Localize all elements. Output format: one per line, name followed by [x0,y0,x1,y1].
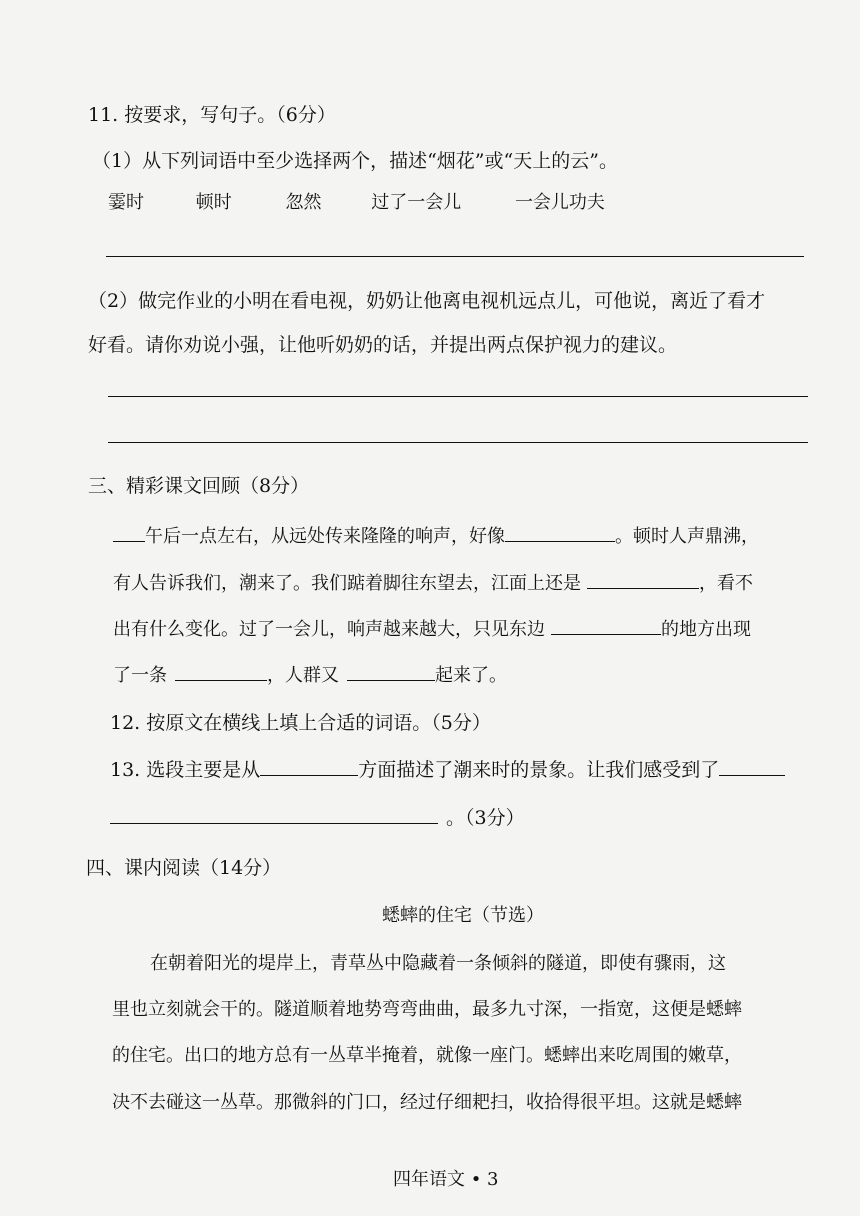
q13-line2 [110,803,525,830]
fill-blank[interactable] [551,614,661,635]
word-item: 一会儿功夫 [514,192,605,213]
reading-line: 的住宅。出口的地方总有一丛草半掩着，就像一座门。蟋蟀出来吃周围的嫩草， [112,1045,742,1066]
answer-line[interactable] [106,256,804,257]
question-text: 13. 选段主要是从 [110,759,261,781]
question-text: 。（3分） [446,807,525,829]
word-item: 顿时 [195,192,232,213]
answer-line[interactable] [108,396,808,397]
passage-text: ，人群又 [267,665,339,686]
fill-blank[interactable] [347,660,435,681]
word-item: 忽然 [285,192,322,213]
q13-line1 [110,755,785,782]
passage-line [113,614,751,641]
passage-text: 有人告诉我们，潮来了。我们踮着脚往东望去，江面上还是 [113,573,581,594]
reading-title: 蟋蟀的住宅（节选） [382,905,544,926]
fill-blank[interactable] [260,755,358,776]
question-text: 方面描述了潮来时的景象。让我们感受到了 [358,759,720,781]
word-item: 过了一会儿 [371,192,462,213]
fill-blank[interactable] [505,521,615,542]
fill-blank[interactable] [113,521,145,542]
passage-line [113,660,507,687]
passage-text: 了一条 [113,665,167,686]
passage-text: ，看不 [699,573,753,594]
word-list [108,188,605,214]
passage-text: 的地方出现 [661,619,751,640]
fill-blank[interactable] [587,568,699,589]
reading-line: 决不去碰这一丛草。那微斜的门口，经过仔细耙扫，收拾得很平坦。这就是蟋蟀 [112,1092,742,1113]
reading-line: 在朝着阳光的堤岸上，青草丛中隐藏着一条倾斜的隧道，即使有骤雨，这 [150,953,726,974]
section3-heading: 三、精彩课文回顾（8分） [88,475,310,497]
q11-part2-line1: （2）做完作业的小明在看电视，奶奶让他离电视机远点儿，可他说，离近了看才 [88,290,766,312]
fill-blank[interactable] [175,660,267,681]
q11-part1: （1）从下列词语中至少选择两个，描述“烟花”或“天上的云”。 [92,150,618,172]
fill-blank[interactable] [719,755,785,776]
passage-text: 午后一点左右，从远处传来隆隆的响声，好像 [145,526,505,547]
passage-text: 起来了。 [435,665,507,686]
passage-line [113,521,759,548]
q11-heading: 11. 按要求，写句子。（6分） [88,104,336,126]
answer-line[interactable] [108,442,808,443]
passage-text: 。顿时人声鼎沸， [615,526,759,547]
page-footer: 四年语文 • 3 [393,1169,499,1190]
fill-blank[interactable] [110,803,438,824]
passage-line [113,568,753,595]
q11-part2-line2: 好看。请你劝说小强，让他听奶奶的话，并提出两点保护视力的建议。 [88,334,678,356]
passage-text: 出有什么变化。过了一会儿，响声越来越大，只见东边 [113,619,545,640]
section4-heading: 四、课内阅读（14分） [86,857,282,879]
word-item: 霎时 [108,192,144,213]
reading-line: 里也立刻就会干的。隧道顺着地势弯弯曲曲，最多九寸深，一指宽，这便是蟋蟀 [112,999,742,1020]
q12: 12. 按原文在横线上填上合适的词语。（5分） [110,712,491,734]
